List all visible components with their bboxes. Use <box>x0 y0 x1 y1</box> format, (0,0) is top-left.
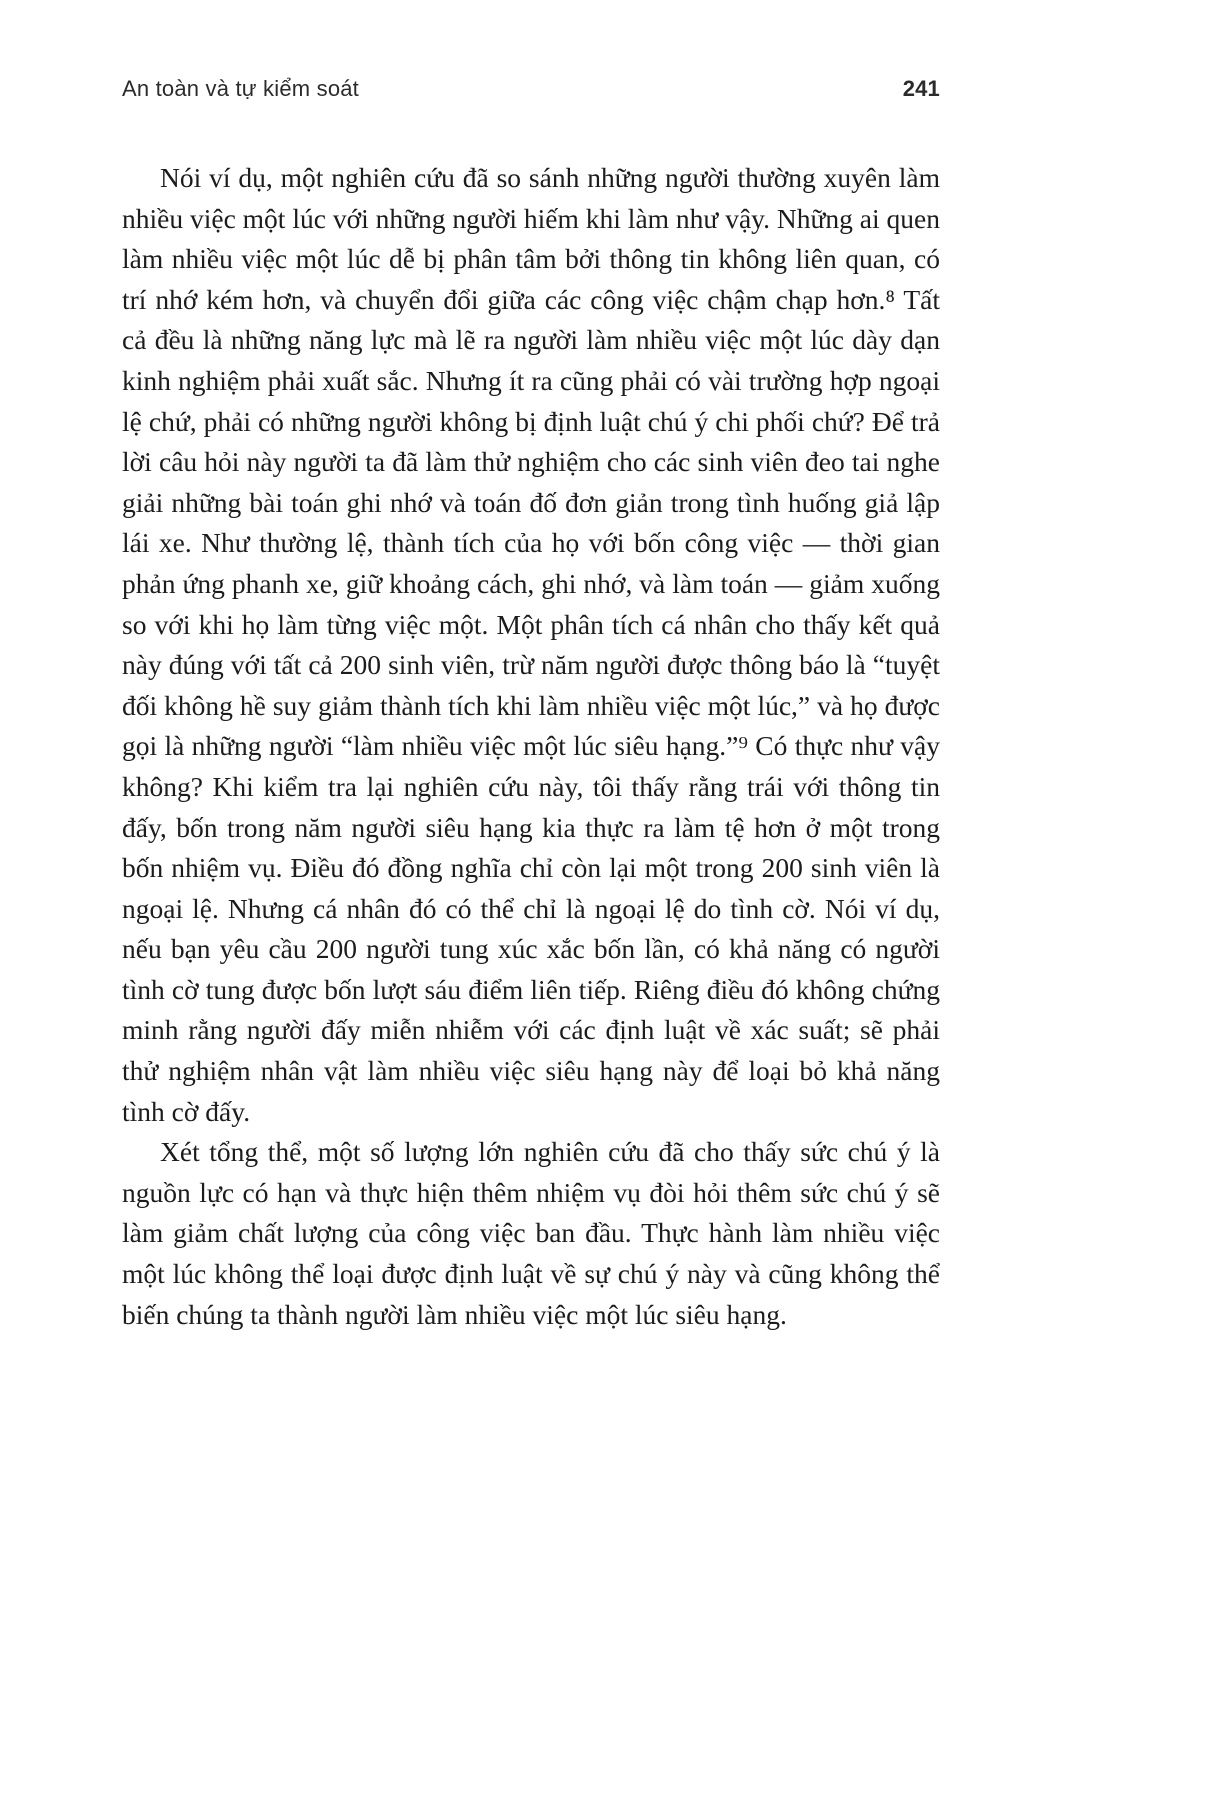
paragraph-multitasking-study: Nói ví dụ, một nghiên cứu đã so sánh những người thường xuyên làm nhiều việc một lúc với những người hiếm khi làm như vậy. Những ai quen làm nhiều việc một lúc dễ bị phân tâm bởi thông tin không liên quan, có trí nhớ kém hơn, và chuyển đổi giữa các công việc chậm chạp hơn.⁸ Tất cả đều là những năng lực mà lẽ ra người làm nhiều việc một lúc dày dạn kinh nghiệm phải xuất sắc. Nhưng ít ra cũng phải có vài trường hợp ngoại lệ chứ, phải có những người không bị định luật chú ý chi phối chứ? Để trả lời câu hỏi này người ta đã làm thử nghiệm cho các sinh viên đeo tai nghe giải những bài toán ghi nhớ và toán đố đơn giản trong tình huống giả lập lái xe. Như thường lệ, thành tích của họ với bốn công việc — thời gian phản ứng phanh xe, giữ khoảng cách, ghi nhớ, và làm toán — giảm xuống so với khi họ làm từng việc một. Một phân tích cá nhân cho thấy kết quả này đúng với tất cả 200 sinh viên, trừ năm người được thông báo là “tuyệt đối không hề suy giảm thành tích khi làm nhiều việc một lúc,” và họ được gọi là những người “làm nhiều việc một lúc siêu hạng.”⁹ Có thực như vậy không? Khi kiểm tra lại nghiên cứu này, tôi thấy rằng trái với thông tin đấy, bốn trong năm người siêu hạng kia thực ra làm tệ hơn ở một trong bốn nhiệm vụ. Điều đó đồng nghĩa chỉ còn lại một trong 200 sinh viên là ngoại lệ. Nhưng cá nhân đó có thể chỉ là ngoại lệ do tình cờ. Nói ví dụ, nếu bạn yêu cầu 200 người tung xúc xắc bốn lần, có khả năng có người tình cờ tung được bốn lượt sáu điểm liên tiếp. Riêng điều đó không chứng minh rằng người đấy miễn nhiễm với các định luật về xác suất; sẽ phải thử nghiệm nhân vật làm nhiều việc siêu hạng này để loại bỏ khả năng tình cờ đấy. <box>122 162 940 1127</box>
page-number: 241 <box>902 76 940 101</box>
page-body <box>122 158 940 1335</box>
paragraph-conclusion: Xét tổng thể, một số lượng lớn nghiên cứu đã cho thấy sức chú ý là nguồn lực có hạn và thực hiện thêm nhiệm vụ đòi hỏi thêm sức chú ý sẽ làm giảm chất lượng của công việc ban đầu. Thực hành làm nhiều việc một lúc không thể loại được định luật về sự chú ý này và cũng không thể biến chúng ta thành người làm nhiều việc một lúc siêu hạng. <box>122 1136 940 1330</box>
running-title: An toàn và tự kiểm soát <box>122 76 359 101</box>
page-header <box>122 76 940 102</box>
